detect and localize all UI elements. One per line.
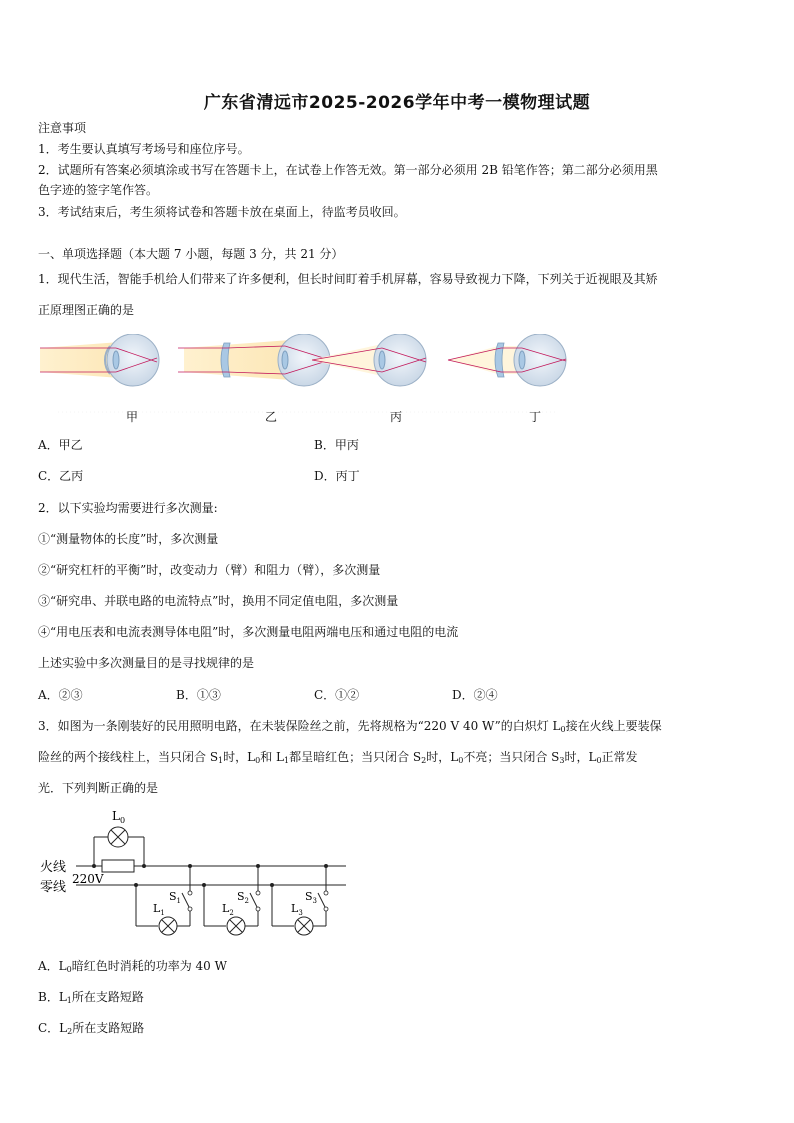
q3-stem-line1 <box>38 718 662 734</box>
q3-stem-part: 时，L <box>564 750 597 764</box>
q3-stem-part: 和 L <box>260 750 285 764</box>
circuit-diagram <box>38 808 358 946</box>
q1-option-d[interactable]: D．丙丁 <box>314 469 360 483</box>
lamp-l2-label: $L_2$ <box>222 902 234 917</box>
q1-stem-cont: 正原理图正确的是 <box>38 303 135 317</box>
subscript: 0 <box>560 725 566 734</box>
q2-option-b[interactable]: B．①③ <box>176 688 221 702</box>
eye-diagram-yi <box>178 334 330 386</box>
eye-diagram-jia <box>40 334 159 386</box>
lamp-l3-label: $L_3$ <box>291 902 303 917</box>
subscript: 1 <box>218 756 224 765</box>
subscript: 0 <box>255 756 261 765</box>
subscript: 0 <box>458 756 464 765</box>
voltage-label: 220V <box>72 872 104 886</box>
q2-item-2: ②“研究杠杆的平衡”时，改变动力（臂）和阻力（臂），多次测量 <box>38 563 381 577</box>
q3-stem-part: 不亮；当只闭合 S <box>463 750 560 764</box>
q3-stem-part: 接在火线上要装保 <box>565 719 662 733</box>
notice-heading: 注意事项 <box>38 121 87 135</box>
q2-item-4: ④“用电压表和电流表测导体电阻”时，多次测量电阻两端电压和通过电阻的电流 <box>38 625 459 639</box>
q3-option-a[interactable] <box>38 958 227 974</box>
notice-item-1: 1．考生要认真填写考场号和座位序号。 <box>38 142 250 156</box>
subscript: 2 <box>421 756 427 765</box>
q1-stem: 1．现代生活，智能手机给人们带来了许多便利，但长时间盯着手机屏幕，容易导致视力下降，下列关于近视眼及其矫 <box>38 272 658 286</box>
q1-option-c[interactable]: C．乙丙 <box>38 469 84 483</box>
q3-option-b-text: 所在支路短路 <box>71 990 144 1004</box>
q3-stem-part: 时，L <box>426 750 459 764</box>
notice-item-2-cont: 色字迹的签字笔作答。 <box>38 183 159 197</box>
lamp-l1-label: $L_1$ <box>153 902 165 917</box>
eye-diagram-ding <box>448 334 568 386</box>
q2-option-a[interactable]: A．②③ <box>38 688 83 702</box>
eye-label-ding: 丁 <box>529 410 542 424</box>
switch-s2-label: $S_2$ <box>237 890 250 905</box>
subscript: 1 <box>66 996 72 1005</box>
notice-item-3: 3．考试结束后，考生须将试卷和答题卡放在桌面上，待监考员收回。 <box>38 205 406 219</box>
q3-stem-line2 <box>38 749 638 765</box>
q3-option-b[interactable] <box>38 989 144 1005</box>
q3-option-c-text: 所在支路短路 <box>72 1021 145 1035</box>
eye-diagrams-figure <box>38 334 578 424</box>
q3-stem-part: 都呈暗红色；当只闭合 S <box>289 750 422 764</box>
q3-stem-part: 时，L <box>223 750 256 764</box>
q3-option-a-text: 暗红色时消耗的功率为 40 W <box>71 959 227 973</box>
q2-stem: 2．以下实验均需要进行多次测量: <box>38 501 218 515</box>
notice-item-2: 2．试题所有答案必须填涂或书写在答题卡上，在试卷上作答无效。第一部分必须用 2B 铅笔作答；第二部分必须用黑 <box>38 163 658 177</box>
subscript: 0 <box>596 756 602 765</box>
q2-question: 上述实验中多次测量目的是寻找规律的是 <box>38 656 255 670</box>
q3-option-a-pre: A．L <box>38 959 67 973</box>
subscript: 3 <box>559 756 565 765</box>
q3-stem-part: 3．如图为一条刚装好的民用照明电路，在未装保险丝之前，先将规格为“220 V 40 W”的白炽灯 L <box>38 719 561 733</box>
subscript: 2 <box>67 1027 73 1036</box>
neutral-wire-label: 零线 <box>40 880 67 895</box>
section-heading: 一、单项选择题（本大题 7 小题，每题 3 分，共 21 分） <box>38 247 344 261</box>
switch-s1-label: $S_1$ <box>169 890 182 905</box>
page-title: 广东省清远市2025-2026学年中考一模物理试题 <box>203 93 591 113</box>
q3-option-c-pre: C．L <box>38 1021 68 1035</box>
q2-option-c[interactable]: C．①② <box>314 688 360 702</box>
subscript: 0 <box>66 965 72 974</box>
lamp-l0-label: $L_0$ <box>112 809 126 825</box>
q3-stem-part: 险丝的两个接线柱上，当只闭合 S <box>38 750 219 764</box>
q3-stem-line3: 光．下列判断正确的是 <box>38 781 159 795</box>
q2-option-d[interactable]: D．②④ <box>452 688 498 702</box>
q1-option-a[interactable]: A．甲乙 <box>38 438 83 452</box>
eye-diagram-bing <box>310 334 426 386</box>
q2-item-1: ①“测量物体的长度”时，多次测量 <box>38 532 219 546</box>
switch-s3-label: $S_3$ <box>305 890 318 905</box>
eye-label-bing: 丙 <box>390 410 403 424</box>
eye-label-yi: 乙 <box>265 410 278 424</box>
q3-stem-part: 正常发 <box>601 750 638 764</box>
q3-option-b-pre: B．L <box>38 990 67 1004</box>
q1-option-b[interactable]: B．甲丙 <box>314 438 359 452</box>
fire-wire-label: 火线 <box>40 860 67 875</box>
q3-option-c[interactable] <box>38 1020 144 1036</box>
eye-label-jia: 甲 <box>126 410 139 424</box>
q2-item-3: ③“研究串、并联电路的电流特点”时，换用不同定值电阻，多次测量 <box>38 594 399 608</box>
subscript: 1 <box>284 756 290 765</box>
